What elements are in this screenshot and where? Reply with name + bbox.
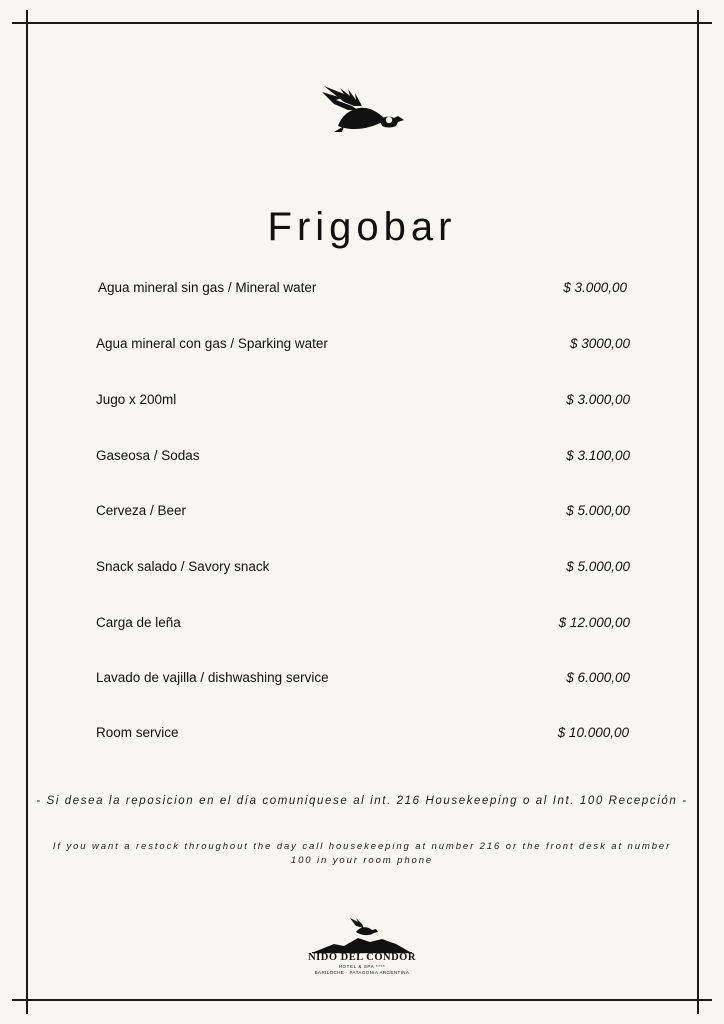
- item-price: $ 3.100,00: [566, 448, 630, 463]
- item-name: Lavado de vajilla / dishwashing service: [96, 670, 329, 685]
- item-price: $ 3000,00: [569, 336, 630, 351]
- brand-subtitle: HOTEL & SPA ****: [338, 964, 386, 969]
- menu-item: [0, 670, 724, 694]
- hotel-brand-logo: [300, 912, 424, 984]
- item-name: Gaseosa / Sodas: [96, 448, 200, 463]
- page-title: Frigobar: [267, 204, 457, 249]
- item-name: Agua mineral sin gas / Mineral water: [98, 280, 317, 295]
- item-price: $ 3.000,00: [563, 280, 627, 295]
- restock-note-english: If you want a restock throughout the day call housekeeping at number 216 or the front desk at number 100 in your room phone: [52, 841, 672, 866]
- brand-name: NIDO DEL CONDOR: [308, 952, 416, 963]
- frame-top-line: [12, 22, 712, 24]
- item-name: Agua mineral con gas / Sparking water: [96, 336, 328, 351]
- menu-item: [0, 280, 724, 304]
- item-price: $ 12.000,00: [558, 615, 630, 630]
- menu-item: [0, 503, 724, 527]
- item-price: $ 6.000,00: [566, 670, 630, 685]
- menu-item: [0, 392, 724, 416]
- restock-note-spanish: - Si desea la reposicion en el día comuniquese al int. 216 Housekeeping o al Int. 100 Recepción -: [36, 795, 688, 807]
- item-name: Room service: [96, 725, 179, 740]
- item-price: $ 5.000,00: [566, 503, 630, 518]
- item-price: $ 3.000,00: [566, 392, 630, 407]
- menu-item: [0, 336, 724, 360]
- menu-item: [0, 559, 724, 583]
- item-price: $ 10.000,00: [557, 725, 629, 740]
- item-name: Carga de leña: [96, 615, 181, 630]
- brand-location: BARILOCHE · PATAGONIA ARGENTINA: [314, 970, 410, 975]
- item-name: Cerveza / Beer: [96, 503, 187, 518]
- item-price: $ 5.000,00: [566, 559, 630, 574]
- menu-item: [0, 725, 724, 749]
- menu-item: [0, 615, 724, 639]
- item-name: Snack salado / Savory snack: [96, 559, 270, 574]
- condor-mountain-icon: [300, 912, 424, 954]
- condor-icon: [318, 76, 410, 142]
- frame-bottom-line: [12, 999, 712, 1001]
- menu-item: [0, 448, 724, 472]
- item-name: Jugo x 200ml: [96, 392, 177, 407]
